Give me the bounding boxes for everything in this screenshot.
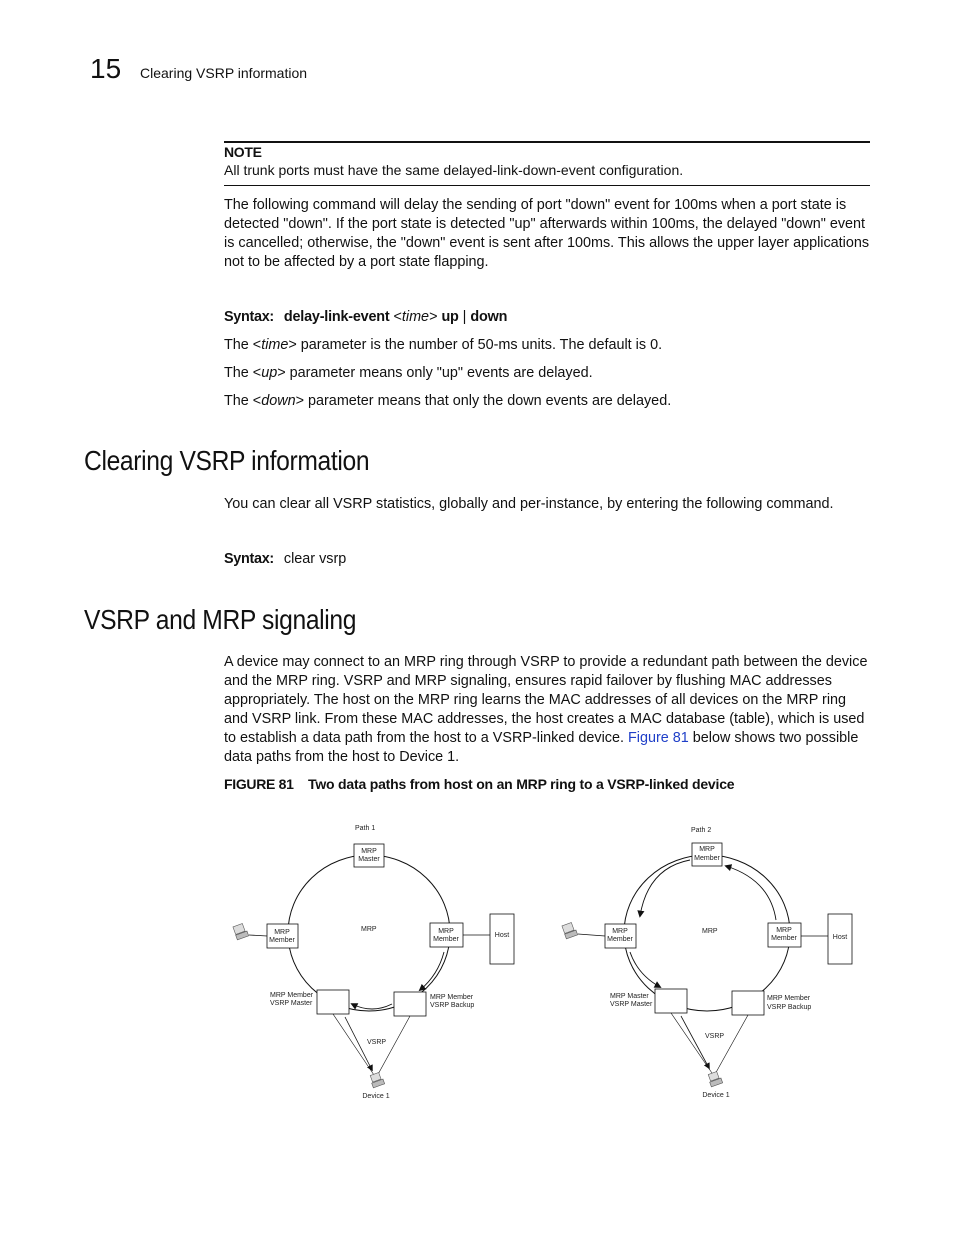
syntax-label: Syntax: [224, 309, 274, 325]
node-west-left-line1: MRP [274, 929, 290, 936]
path2-arrow-east-to-top [726, 866, 776, 920]
param-down-post: > parameter means that only the down events are delayed. [295, 393, 672, 409]
syntax-up: up [441, 309, 459, 325]
node-top-right-line1: MRP [699, 846, 715, 853]
syntax-command: delay-link-event [283, 309, 390, 325]
vsrp-master-left-line2: VSRP Master [270, 1000, 313, 1007]
computer-icon [562, 923, 578, 939]
syntax-clear-vsrp [224, 550, 872, 569]
section2-text-after: below shows two possible data paths from the host to Device 1. [224, 730, 859, 765]
host-label-left: Host [494, 932, 510, 939]
mrp-ring-left [288, 855, 450, 1011]
param-time-pre: The < [224, 337, 262, 353]
vsrp-backup-right-line1: MRP Member [767, 995, 811, 1002]
section-heading-clearing-vsrp: Clearing VSRP information [84, 445, 370, 476]
path1-label: Path 1 [355, 825, 376, 832]
param-down [224, 392, 872, 411]
syntax-param: time [401, 309, 430, 325]
node-east-left-line1: MRP [438, 928, 454, 935]
vsrp-master-box-right [655, 989, 687, 1013]
pc-link-left [249, 935, 267, 936]
vsrp-master-right-line1: MRP Master [610, 993, 649, 1000]
vsrp-backup-box-left [394, 992, 426, 1016]
vsrp-backup-right-line2: VSRP Backup [767, 1004, 812, 1011]
section-heading-vsrp-mrp: VSRP and MRP signaling [84, 604, 357, 635]
syntax-lt: < [393, 309, 402, 325]
path1-arrow-backup-to-master [352, 1004, 392, 1009]
vsrp-master-right-line2: VSRP Master [610, 1001, 653, 1008]
computer-icon [233, 924, 249, 940]
node-east-left [430, 923, 463, 947]
syntax-label-2: Syntax: [224, 551, 274, 567]
syntax-clear-command: clear vsrp [283, 551, 347, 567]
param-time [224, 336, 872, 355]
param-up-name: up [261, 365, 278, 381]
vsrp-link-backup-right [714, 1015, 748, 1076]
note-text: All trunk ports must have the same delayed-link-down-event configuration. [224, 162, 684, 178]
device-icon [370, 1072, 384, 1087]
device-label-left: Device 1 [362, 1093, 390, 1100]
diagram-path-2 [562, 827, 852, 1099]
syntax-gt: > [429, 309, 438, 325]
vsrp-label-left: VSRP [367, 1039, 387, 1046]
node-west-left [267, 924, 298, 948]
ring-label-left: MRP [361, 926, 377, 933]
path2-arrow-west-to-master [630, 952, 660, 987]
node-top-right-line2: Member [694, 855, 720, 862]
param-time-post: > parameter is the number of 50-ms units. The default is 0. [288, 337, 663, 353]
figure-title: Two data paths from host on an MRP ring to a VSRP-linked device [308, 776, 735, 792]
path2-arrow-top-to-west [640, 860, 690, 916]
vsrp-link-master-left [333, 1014, 376, 1078]
path1-arrow-host-to-backup [420, 952, 444, 990]
figure-81-diagram [220, 810, 870, 1110]
path2-label: Path 2 [691, 827, 712, 834]
path2-arrow-to-device [681, 1016, 709, 1068]
diagram-path-1 [233, 825, 514, 1100]
param-up-pre: The < [224, 365, 262, 381]
note-label: NOTE [224, 144, 262, 160]
vsrp-backup-left-line1: MRP Member [430, 994, 474, 1001]
param-up [224, 364, 872, 383]
ring-label-right: MRP [702, 928, 718, 935]
host-box-left [490, 914, 514, 964]
param-down-pre: The < [224, 393, 262, 409]
node-top-left-line2: Master [358, 856, 380, 863]
note-top-rule [224, 141, 870, 143]
note-bottom-rule [224, 185, 870, 186]
host-label-right: Host [832, 934, 848, 941]
section2-text-before: A device may connect to an MRP ring through VSRP to provide a redundant path between the device and the MRP ring. VSRP and MRP signaling, ensures rapid failover by flushing MAC addresses appropriately. The host on the MRP ring learns the MAC addresses of all devices on the MRP ring and VSRP link. From these MAC addresses, the host creates a MAC database (table), which is used to establish a data path from the host to a VSRP-linked device. [224, 654, 868, 746]
node-top-left-line1: MRP [361, 848, 377, 855]
node-east-right-line2: Member [771, 935, 797, 942]
vsrp-master-box-left [317, 990, 349, 1014]
syntax-separator: | [462, 309, 467, 325]
intro-paragraph: The following command will delay the sending of port "down" event for 100ms when a port state is detected "down". If the port state is detected "up" afterwards within 100ms, the delayed "down" event is cancelled; otherwise, the "down" event is sent after 100ms. This allows the upper layer applications not to be affected by a port state flapping. [224, 197, 870, 270]
param-up-post: > parameter means only "up" events are delayed. [277, 365, 593, 381]
node-west-right-line2: Member [607, 936, 633, 943]
vsrp-master-left-line1: MRP Member [270, 992, 314, 999]
section2-paragraph [224, 653, 872, 767]
node-west-right-line1: MRP [612, 928, 628, 935]
vsrp-link-master-right [671, 1013, 714, 1076]
vsrp-backup-left-line2: VSRP Backup [430, 1002, 475, 1009]
pc-link-right [578, 934, 605, 936]
node-east-right-line1: MRP [776, 927, 792, 934]
figure-81-link[interactable]: Figure 81 [627, 730, 689, 746]
chapter-title: Clearing VSRP information [140, 65, 308, 81]
vsrp-backup-box-right [732, 991, 764, 1015]
node-east-left-line2: Member [433, 936, 459, 943]
syntax-down: down [470, 309, 508, 325]
param-down-name: down [261, 393, 296, 409]
vsrp-link-backup-left [376, 1016, 410, 1078]
vsrp-label-right: VSRP [705, 1033, 725, 1040]
param-time-name: time [261, 337, 289, 353]
syntax-delay-link-event [224, 308, 872, 327]
node-west-left-line2: Member [269, 937, 295, 944]
section1-paragraph: You can clear all VSRP statistics, globally and per-instance, by entering the following command. [224, 496, 834, 512]
chapter-number: 15 [90, 53, 122, 84]
device-label-right: Device 1 [702, 1092, 730, 1099]
device-icon [708, 1071, 722, 1086]
figure-label: FIGURE 81 [224, 776, 294, 792]
